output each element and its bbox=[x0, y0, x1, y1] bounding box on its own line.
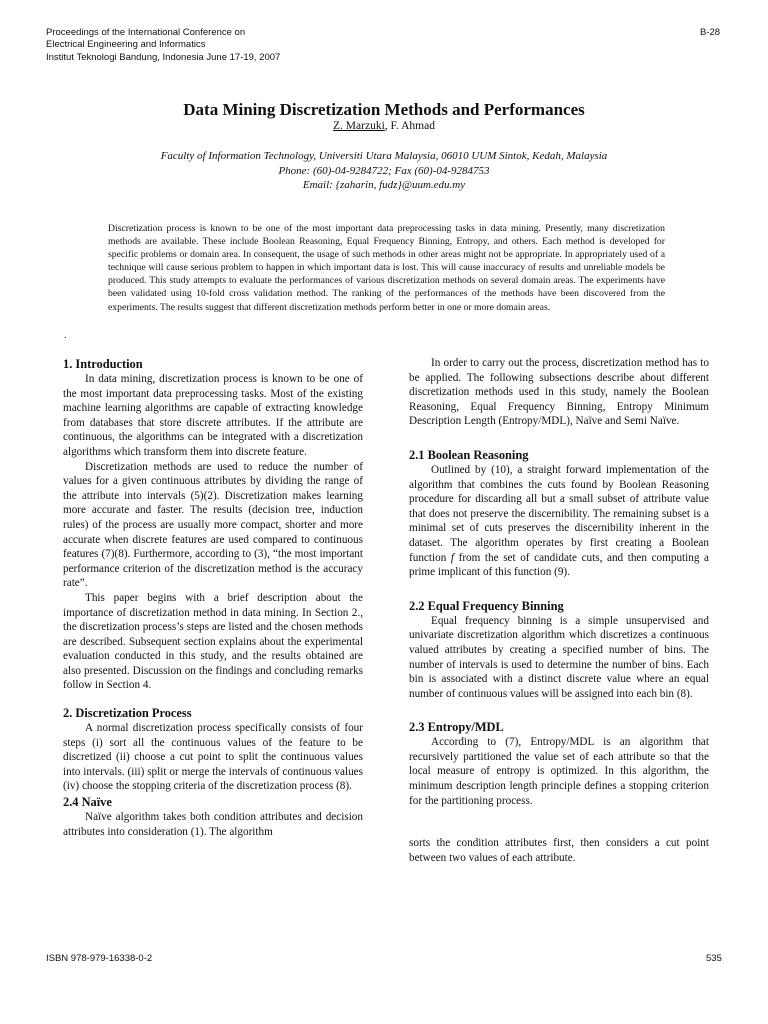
left-column bbox=[63, 356, 363, 839]
paragraph: In data mining, discretization process is known to be one of the most important data preprocessing tasks. Most of the existing machine learning algorithms are capable of extracting knowledge from databases that store discrete attributes. If the attribute are continuous, the algorithms can be integrated with a discretization algorithms which transform them into discrete feature. bbox=[63, 373, 363, 458]
paragraph: In order to carry out the process, discretization method has to be applied. The following subsections describe about different discretization methods used in this study, namely the Boolean Reasoning, Equal Frequency Binning, Entropy Minimum Description Length (Entropy/MDL), Naïve and Semi Naïve. bbox=[409, 357, 709, 428]
section-heading-naive: 2.4 Naïve bbox=[63, 795, 112, 810]
paragraph bbox=[409, 463, 709, 580]
header-line: Electrical Engineering and Informatics bbox=[46, 39, 206, 51]
stray-dot: . bbox=[64, 330, 67, 341]
paragraph: sorts the condition attributes first, then considers a cut point between two values of each attribute. bbox=[409, 837, 709, 864]
first-author: Z. Marzuki bbox=[333, 120, 385, 132]
paragraph: Equal frequency binning is a simple unsupervised and univariate discretization algorithm which discretizes a continuous valued attributes by creating a specified number of bins. The number of intervals is used to determine the number of bins. Each bin is associated with a distinct discrete value where an equal number of continuous values will be assigned into each bin (8). bbox=[409, 614, 709, 700]
text-run: from the set of candidate cuts, and then computing a prime implicant of this function (9). bbox=[409, 551, 709, 579]
section-heading-boolean-reasoning: 2.1 Boolean Reasoning bbox=[409, 447, 529, 462]
affiliation-email: Email: {zaharin, fudz}@uum.edu.my bbox=[302, 179, 466, 191]
other-authors: , F. Ahmad bbox=[384, 120, 435, 132]
authors bbox=[0, 120, 768, 132]
paragraph: This paper begins with a brief description about the importance of discretization method in data mining. In Section 2., the discretization process’s steps are listed and the chosen methods are described. Subsequent section explains about the experimental evaluation conducted in this study, and the results obtained are also presented. Discussion on the findings and concluding remarks follow in Section 4. bbox=[63, 591, 363, 692]
section-heading-entropy-mdl: 2.3 Entropy/MDL bbox=[409, 720, 504, 735]
function-symbol: f bbox=[450, 551, 454, 564]
header-line: Proceedings of the International Conference on bbox=[46, 27, 246, 38]
conference-header bbox=[46, 27, 280, 64]
section-heading-equal-frequency-binning: 2.2 Equal Frequency Binning bbox=[409, 598, 564, 613]
paragraph: According to (7), Entropy/MDL is an algorithm that recursively partitioned the value set of each attribute so that the local measure of entropy is optimized. In this algorithm, the minimum description length principle defines a stopping criterion for the partitioning process. bbox=[409, 736, 709, 807]
section-heading-introduction: 1. Introduction bbox=[63, 357, 143, 371]
right-column bbox=[409, 356, 709, 865]
text-run: Outlined by (10), a straight forward implementation of the algorithm that combines the cuts found by Boolean Reasoning procedure for discarding all but a small subset of attribute value that does not preserve the discernibility. The remaining subset is a minimal set of cuts preserves the discernibility inherent in the dataset. The algorithm operates by first creating a Boolean function bbox=[409, 463, 709, 564]
header-line: Institut Teknologi Bandung, Indonesia June 17-19, 2007 bbox=[46, 51, 281, 63]
abstract: Discretization process is known to be one of the most important data preprocessing tasks in data mining. Presently, many discretization methods are available. These include Boolean Reasoning, Equal Frequency Binning, Entropy, and others. Each method is developed for specific problems or domain area. In consequent, the usage of such methods in other areas might not be appropriate. In appropriately used of a technique will cause serious problem to happen in which important data is lost. This will cause inaccuracy of results and unreliable models be produced. This study attempts to evaluate the performances of various discretization methods on several domain areas. The experiments have been validated using 10-fold cross validation method. The ranking of the performances of the methods have been discovered from the experiments. The results suggest that different discretization methods perform better in one or more domain areas. bbox=[108, 223, 665, 313]
paragraph: Discretization methods are used to reduce the number of values for a given continuous attributes by dividing the range of the attribute into intervals (5)(2). Discretization makes learning more accurate and faster. The results (decision tree, induction rules) of the process are usually more compact, shorter and more accurate when discrete features are used compared to continuous features (7)(8). Furthermore, according to (3), “the most important performance criterion of the discretization method is the accuracy rate”. bbox=[63, 460, 363, 590]
affiliation-institution: Faculty of Information Technology, Universiti Utara Malaysia, 06010 UUM Sintok, Kedah, Malaysia bbox=[160, 150, 608, 162]
affiliation bbox=[0, 149, 768, 193]
paragraph: Naïve algorithm takes both condition attributes and decision attributes into consideration (1). The algorithm bbox=[63, 811, 363, 838]
page-code: B-28 bbox=[700, 27, 721, 38]
section-heading-discretization-process: 2. Discretization Process bbox=[63, 706, 192, 721]
page-number: 535 bbox=[706, 953, 722, 964]
affiliation-phone: Phone: (60)-04-9284722; Fax (60)-04-9284753 bbox=[278, 164, 490, 177]
paper-title: Data Mining Discretization Methods and Performances bbox=[183, 100, 585, 119]
isbn: ISBN 978-979-16338-0-2 bbox=[46, 953, 153, 964]
paragraph: A normal discretization process specifically consists of four steps (i) sort all the continuous values of the feature to be discretized (ii) choose a cut point to split the continuous values into intervals. (iii) split or merge the intervals of continuous values (iv) choose the stopping criteria of the discretization process (8). bbox=[63, 722, 363, 793]
